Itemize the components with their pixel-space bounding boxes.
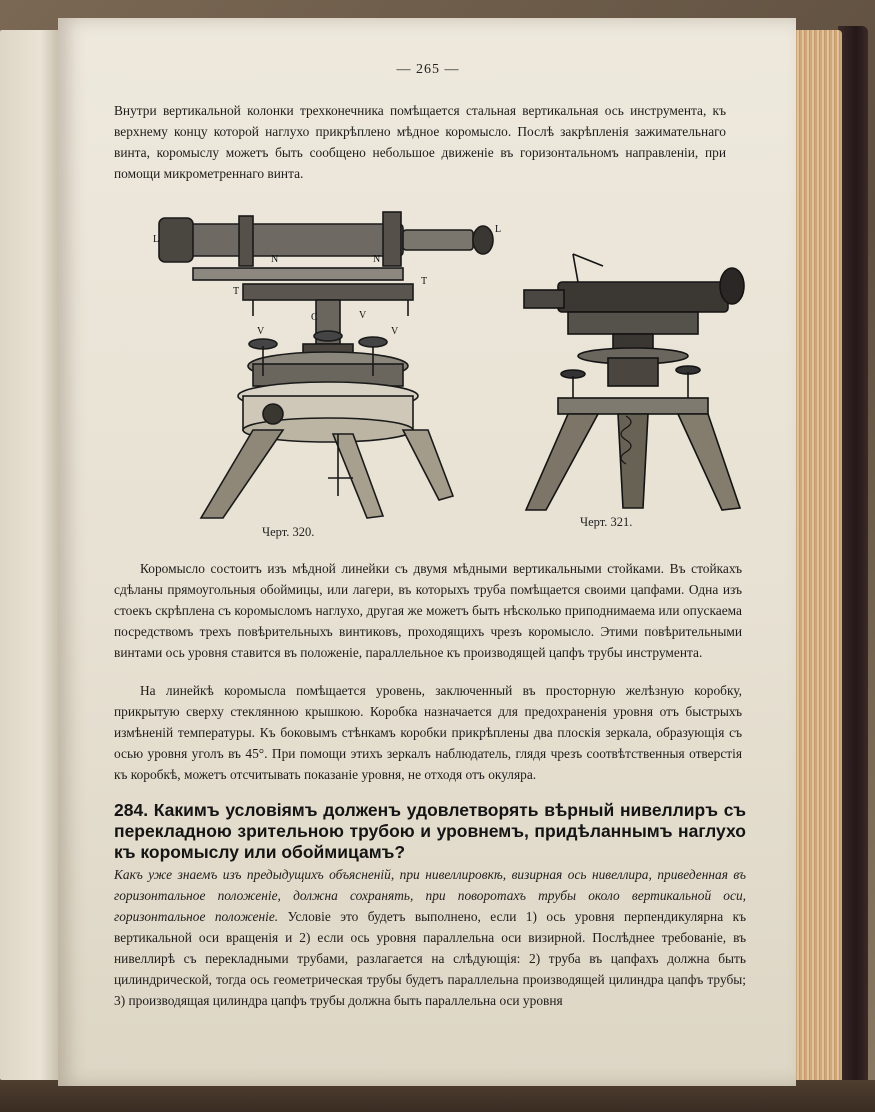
left-page-edge	[0, 30, 58, 1080]
book-page	[58, 18, 796, 1086]
page-edges	[790, 30, 842, 1085]
answer-284	[114, 864, 746, 1011]
fig1-letter-v-right: V	[391, 326, 399, 337]
answer-rest: Условіе это будетъ выполнено, если 1) ось уровня перпендикулярна къ вертикальной оси вращенія и 2) если ось уровня параллельна оси визирной. Послѣднее требованіе, въ нивеллирѣ съ перекладными трубами, разлагается на слѣдующія: 2) труба въ цапфахъ должна быть цилиндрической, тогда ось геометрическая трубы будетъ параллельна производящей цилиндра цапфъ трубы; 3) производящая цилиндра цапфъ трубы должна быть параллельна оси уровня	[114, 909, 746, 1008]
fig1-letter-t-left: T	[233, 286, 240, 297]
paragraph-beam-description: Коромысло состоитъ изъ мѣдной линейки съ двумя мѣдными вертикальными стойками. Въ стойкахъ сдѣланы прямоугольныя обоймицы, или лагери, въ которыхъ труба помѣщается своими цапфами. Одна изъ стоекъ скрѣплена съ коромысломъ наглухо, другая же можетъ быть нѣсколько приподнимаема или опускаема посредствомъ трехъ повѣрительныхъ винтиковъ, проходящихъ чрезъ коромысло. Этими повѣрительными винтами ось уровня ставится въ положеніе, параллельное къ производящей цапфъ трубы инструмента.	[114, 561, 742, 660]
page-number: — 265 —	[396, 62, 460, 77]
question-284: 284. Какимъ условіямъ долженъ удовлетворять вѣрный нивеллиръ съ перекладною зрительною трубою и уровнемъ, придѣланнымъ наглухо къ коромыслу или обоймицамъ?	[114, 800, 746, 862]
book-cover	[838, 26, 868, 1090]
fig1-letter-n-left: N	[271, 254, 279, 265]
fig1-letter-l-left: L	[153, 234, 160, 245]
fig1-letter-l-right: L	[495, 224, 502, 235]
fig1-letter-v-mid: V	[359, 310, 367, 321]
fig1-letter-v-left: V	[257, 326, 265, 337]
paragraph-intro: Внутри вертикальной колонки трехконечника помѣщается стальная вертикальная ось инструмента, къ верхнему концу которой наглухо прикрѣплено мѣдное коромысло. Послѣ закрѣпленія зажимательнаго винта, коромыслу можетъ быть сообщено небольшое движеніе въ горизонтальномъ направленіи, при помощи микрометреннаго винта.	[114, 103, 726, 181]
figure-320-level-instrument	[153, 196, 503, 522]
fig1-letter-c: C	[311, 312, 318, 323]
fig1-letter-t-right: T	[421, 276, 428, 287]
figure-321-level-instrument	[518, 246, 748, 514]
figure-321-caption: Черт. 321.	[580, 515, 633, 529]
figure-320-caption: Черт. 320.	[262, 525, 315, 539]
paragraph-level-box: На линейкѣ коромысла помѣщается уровень, заключенный въ просторную желѣзную коробку, прикрытую сверху стеклянною крышкою. Коробка назначается для предохраненія уровня отъ быстрыхъ измѣненій температуры. Къ боковымъ стѣнкамъ коробки прикрѣплены два плоскія зеркала, образующія съ осью уровня уголъ въ 45°. При помощи этихъ зеркалъ наблюдатель, глядя чрезъ соотвѣтственныя отверстія къ коробкѣ, можетъ отсчитывать показаніе уровня, не отходя отъ окуляра.	[114, 683, 742, 782]
answer-italic: Какъ уже знаемъ изъ предыдущихъ объясненій, при нивеллировкѣ, визирная ось нивеллира, приведенная въ горизонтальное положеніе, должна сохранять, при поворотахъ трубы около вертикальной оси, горизонтальное положеніе.	[114, 867, 746, 924]
fig1-letter-n-right: N	[373, 254, 381, 265]
